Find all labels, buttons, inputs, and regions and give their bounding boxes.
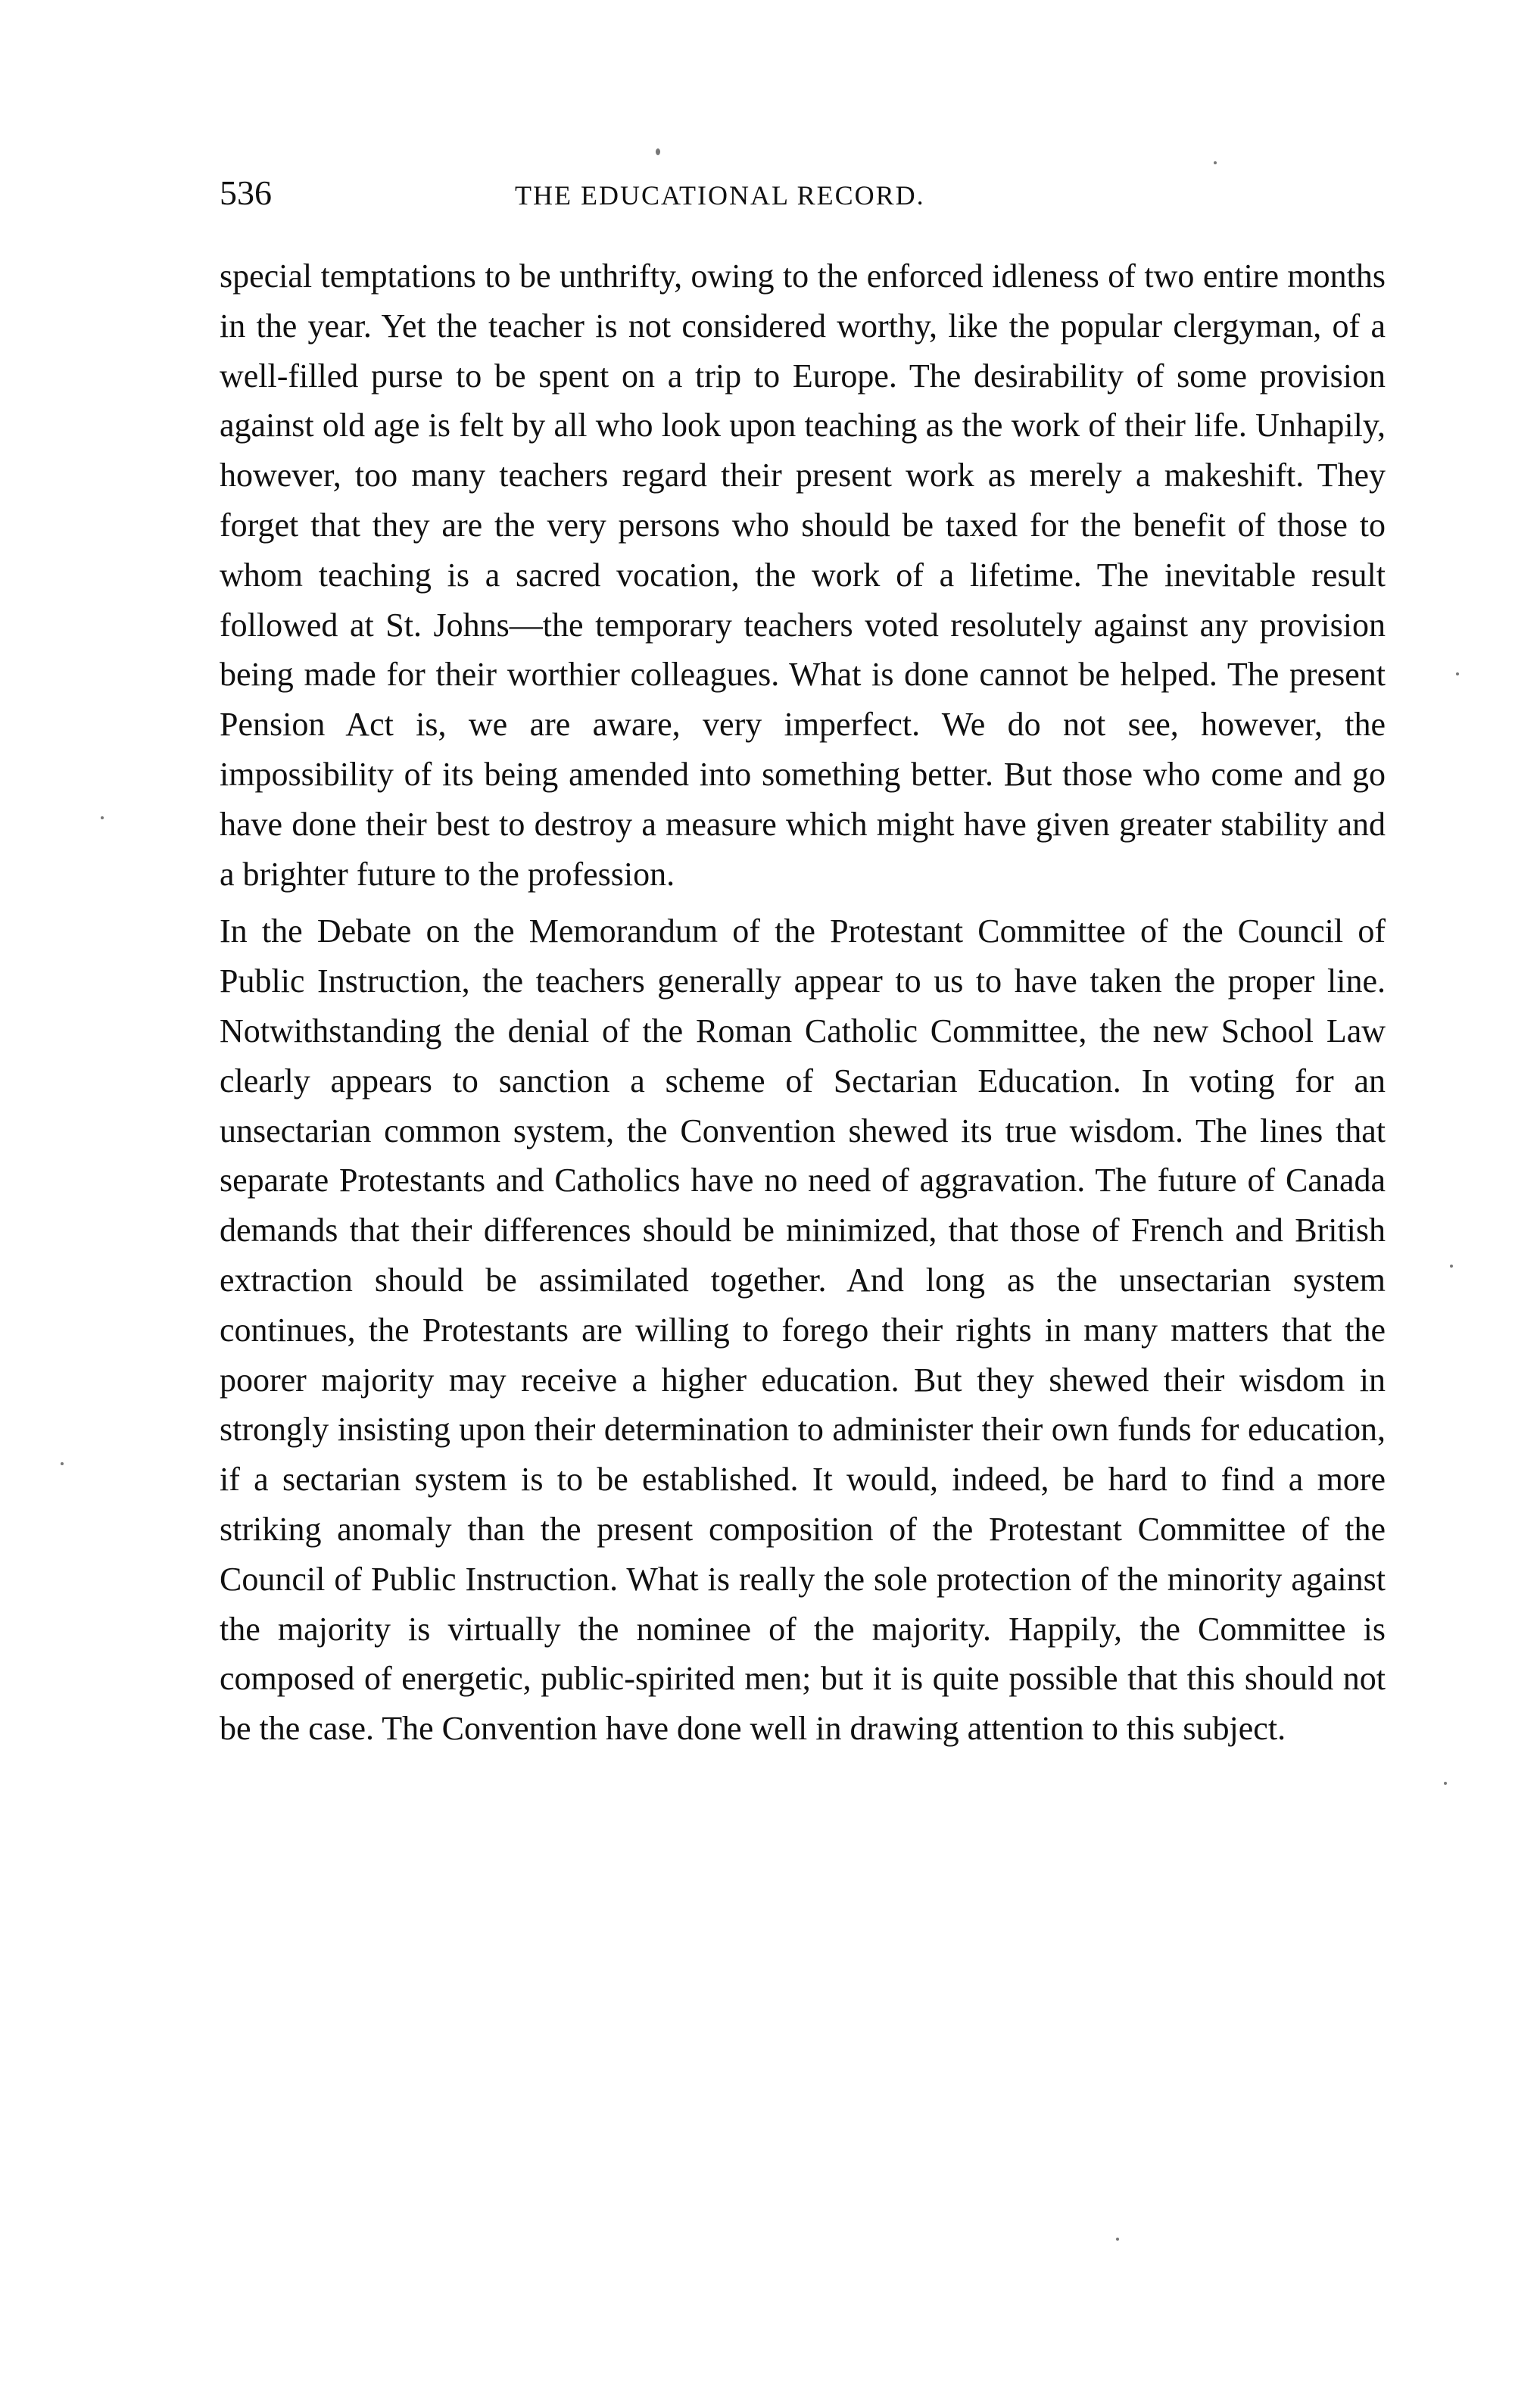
page-header <box>220 173 1386 226</box>
page-number: 536 <box>220 173 272 212</box>
running-title: THE EDUCATIONAL RECORD. <box>515 180 925 211</box>
paragraph-pension-act: special temptations to be unthrifty, owing to the enforced idleness of two entire months in the year. Yet the teacher is not considered worthy, like the popular clergyman, of a well-filled purse to be spent on a trip to Europe. The desirability of some provision against old age is felt by all who look upon teaching as the work of their life. Unhapily, however, too many teachers regard their present work as merely a makeshift. They forget that they are the very persons who should be taxed for the benefit of those to whom teaching is a sacred vocation, the work of a lifetime. The inevitable result followed at St. Johns—the temporary teachers voted resolutely against any provision being made for their worthier colleagues. What is done cannot be helped. The present Pension Act is, we are aware, very imperfect. We do not see, however, the impossibility of its being amended into something better. But those who come and go have done their best to destroy a measure which might have given greater stability and a brighter future to the profession. <box>220 257 1386 893</box>
scan-speck <box>1444 1782 1447 1785</box>
scan-speck <box>1456 672 1459 675</box>
scan-speck <box>61 1462 64 1465</box>
scan-speck <box>1116 2238 1119 2241</box>
scan-speck <box>101 816 104 819</box>
scan-speck <box>1450 1265 1453 1268</box>
body-text <box>220 251 1386 1754</box>
scan-speck <box>656 148 660 155</box>
paragraph-debate-memorandum: In the Debate on the Memorandum of the Protestant Committee of the Council of Public Instruction, the teachers generally appear to us to have taken the proper line. Notwithstanding the denial of the Roman Catholic Committee, the new School Law clearly appears to sanction a scheme of Sectarian Education. In voting for an unsectarian common system, the Convention shewed its true wisdom. The lines that separate Protestants and Catholics have no need of aggravation. The future of Canada demands that their differences should be minimized, that those of French and British extraction should be assimilated together. And long as the unsectarian system continues, the Protestants are willing to forego their rights in many matters that the poorer majority may receive a higher education. But they shewed their wisdom in strongly insisting upon their determination to administer their own funds for education, if a sectarian system is to be established. It would, indeed, be hard to find a more striking anomaly than the present composition of the Protestant Committee of the Council of Public Instruction. What is really the sole protection of the minority against the majority is virtually the nominee of the majority. Happily, the Committee is composed of energetic, public-spirited men; but it is quite possible that this should not be the case. The Convention have done well in drawing attention to this subject. <box>220 912 1386 1748</box>
scan-speck <box>1214 161 1217 164</box>
